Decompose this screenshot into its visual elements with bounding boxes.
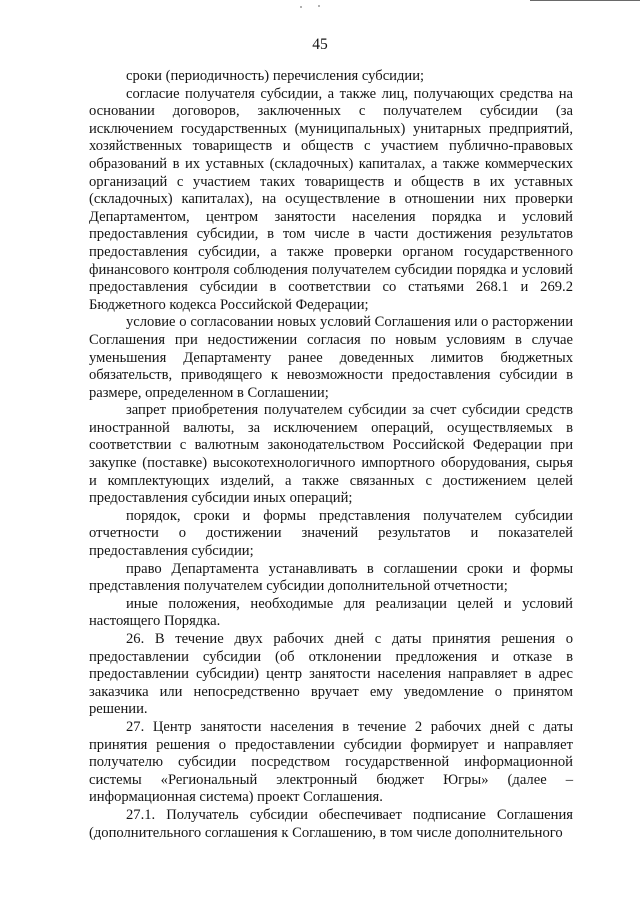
paragraph-new-conditions: условие о согласовании новых условий Соглашения или о расторжении Соглашения при недостижении согласия по новым условиям в случае уменьшения Департаменту ранее доведенных лимитов бюджетных обязательств, приводящего к невозможности предоставления субсидии в размере, определенном в Соглашении;: [89, 314, 573, 401]
paragraph-transfer-schedule: сроки (периодичность) перечисления субсидии;: [126, 68, 425, 84]
paragraph-consent-to-inspection: согласие получателя субсидии, а также лиц, получающих средства на основании договоров, заключенных с получателем субсидии (за исключением государственных (муниципальных) унитарных предприятий, хозяйственных товариществ и обществ с участием публично-правовых образований в их уставных (складочных) капиталах, а также коммерческих организаций с участием таких товариществ и обществ в их уставных (складочных) капиталах), на осуществление в отношении них проверки Департаментом, центром занятости населения порядка и условий предоставления субсидии, в том числе в части достижения результатов предоставления субсидии, а также проверки органом государственного финансового контроля соблюдения получателем субсидии порядка и условий предоставления субсидии в соответствии со статьями 268.1 и 269.2 Бюджетного кодекса Российской Федерации;: [89, 85, 573, 313]
paragraph-clause-27-1: 27.1. Получатель субсидии обеспечивает подписание Соглашения (дополнительного соглашения к Соглашению, в том числе дополнительного: [89, 806, 573, 841]
paragraph-clause-27: 27. Центр занятости населения в течение 2 рабочих дней с даты принятия решения о предоставлении субсидии формирует и направляет получателю субсидии посредством государственной информационной системы «Региональный электронный бюджет Югры» (далее – информационная система) проект Соглашения.: [89, 718, 573, 806]
paragraph-reporting-forms: порядок, сроки и формы представления получателем субсидии отчетности о достижении значений результатов и показателей предоставления субсидии;: [89, 507, 573, 560]
scan-speck: [300, 6, 302, 8]
scan-edge-line: [530, 0, 640, 1]
document-body: [89, 68, 573, 842]
paragraph-other-provisions: иные положения, необходимые для реализации целей и условий настоящего Порядка.: [89, 595, 573, 630]
scan-speck: [318, 5, 320, 7]
paragraph-clause-26: 26. В течение двух рабочих дней с даты принятия решения о предоставлении субсидии (об отклонении предложения и отказе в предоставлении субсидии) центр занятости населения направляет в адрес заказчика или непосредственно вручает ему уведомление о принятом решении.: [89, 631, 573, 718]
page-number: 45: [312, 36, 328, 53]
paragraph-currency-ban: запрет приобретения получателем субсидии за счет субсидии средств иностранной валюты, за исключением операций, осуществляемых в соответствии с валютным законодательством Российской Федерации при закупке (поставке) высокотехнологичного импортного оборудования, сырья и комплектующих изделий, а также связанных с достижением целей предоставления субсидии иных операций;: [89, 402, 573, 507]
paragraph-additional-reporting: право Департамента устанавливать в соглашении сроки и формы представления получателем субсидии дополнительной отчетности;: [89, 560, 573, 595]
